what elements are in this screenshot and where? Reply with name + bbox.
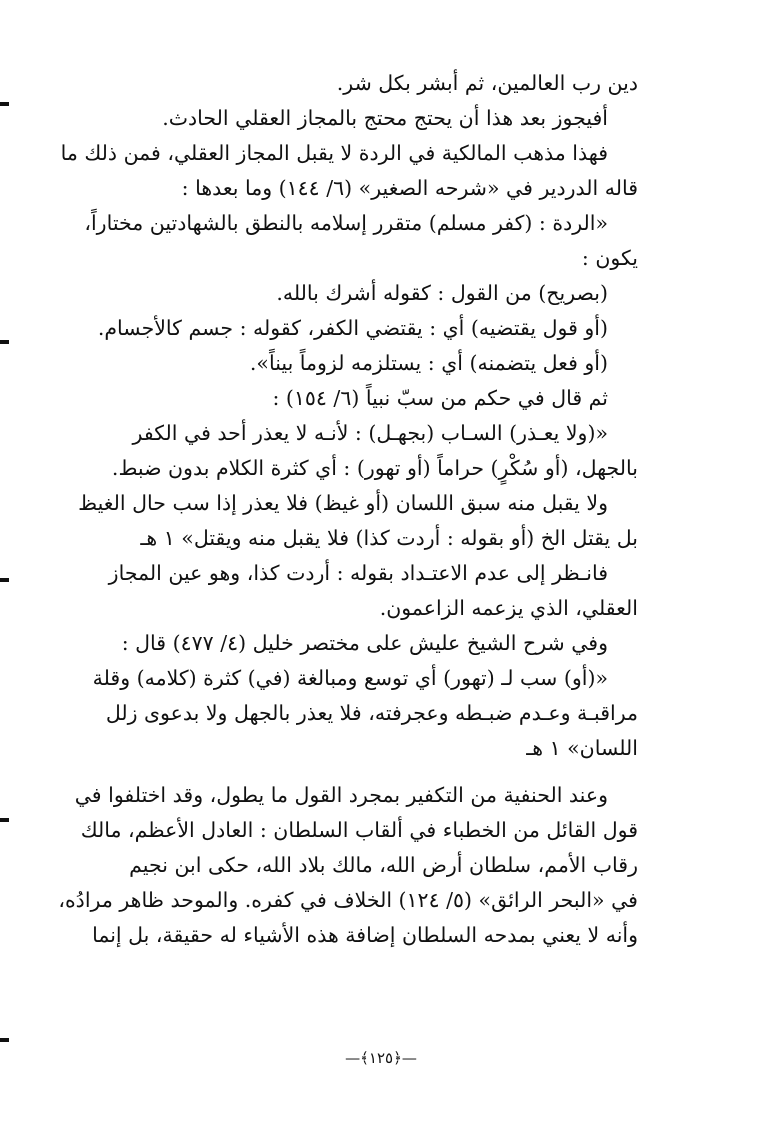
paragraph-gap	[96, 766, 638, 778]
text-line: في «البحر الرائق» (٥/ ١٢٤) الخلاف في كفره. والموحد ظاهر مرادُه،	[58, 888, 638, 912]
text-line: رقاب الأمم، سلطان أرض الله، مالك بلاد الله، حكى ابن نجيم	[129, 853, 638, 877]
scan-edge-mark	[0, 102, 9, 106]
text-line: (أو فعل يتضمنه) أي : يستلزمه لزوماً بيناً».	[249, 351, 608, 375]
page-body	[58, 66, 638, 953]
text-line: ثم قال في حكم من سبّ نبياً (٦/ ١٥٤) :	[272, 386, 608, 410]
text-line: بالجهل، (أو سُكْرٍ) حراماً (أو تهور) : أي كثرة الكلام بدون ضبط.	[111, 456, 638, 480]
text-line: قول القائل من الخطباء في ألقاب السلطان : العادل الأعظم، مالك	[80, 818, 638, 842]
text-line: (بصريح) من القول : كقوله أشرك بالله.	[276, 281, 608, 305]
text-line: أفيجوز بعد هذا أن يحتج محتج بالمجاز العقلي الحادث.	[162, 106, 608, 130]
text-line: «الردة : (كفر مسلم) متقرر إسلامه بالنطق بالشهادتين مختاراً،	[84, 211, 608, 235]
text-line: وفي شرح الشيخ عليش على مختصر خليل (٤/ ٤٧٧) قال :	[121, 631, 608, 655]
text-line: العقلي، الذي يزعمه الزاعمون.	[379, 596, 638, 620]
text-line: ولا يقبل منه سبق اللسان (أو غيظ) فلا يعذر إذا سب حال الغيظ	[78, 491, 608, 515]
text-line: مراقبـة وعـدم ضبـطه وعجرفته، فلا يعذر بالجهل ولا بدعوى زلل	[105, 701, 638, 725]
text-line: قاله الدردير في «شرحه الصغير» (٦/ ١٤٤) وما بعدها :	[181, 176, 638, 200]
text-line: دين رب العالمين، ثم أبشر بكل شر.	[336, 71, 638, 95]
scan-edge-mark	[0, 818, 9, 822]
scan-edge-mark	[0, 1038, 9, 1042]
text-line: وعند الحنفية من التكفير بمجرد القول ما يطول، وقد اختلفوا في	[74, 783, 608, 807]
text-line: وأنه لا يعني بمدحه السلطان إضافة هذه الأشياء له حقيقة، بل إنما	[92, 923, 638, 947]
text-line: يكون :	[581, 246, 638, 270]
text-line: فانـظر إلى عدم الاعتـداد بقوله : أردت كذا، وهو عين المجاز	[108, 561, 608, 585]
scan-edge-mark	[0, 578, 9, 582]
text-line: (أو قول يقتضيه) أي : يقتضي الكفر، كقوله : جسم كالأجسام.	[97, 316, 608, 340]
page-number: —﴿١٢٥﴾—	[345, 1049, 417, 1067]
text-line: بل يقتل الخ (أو بقوله : أردت كذا) فلا يقبل منه ويقتل» ١ هـ	[140, 526, 638, 550]
text-line: فهذا مذهب المالكية في الردة لا يقبل المجاز العقلي، فمن ذلك ما	[60, 141, 608, 165]
text-line: اللسان» ١ هـ	[526, 736, 638, 760]
text-line: «(ولا يعـذر) السـاب (بجهـل) : لأنـه لا يعذر أحد في الكفر	[132, 421, 608, 445]
text-line: «(أو) سب لـ (تهور) أي توسع ومبالغة (في) كثرة (كلامه) وقلة	[92, 666, 608, 690]
scan-edge-mark	[0, 340, 9, 344]
